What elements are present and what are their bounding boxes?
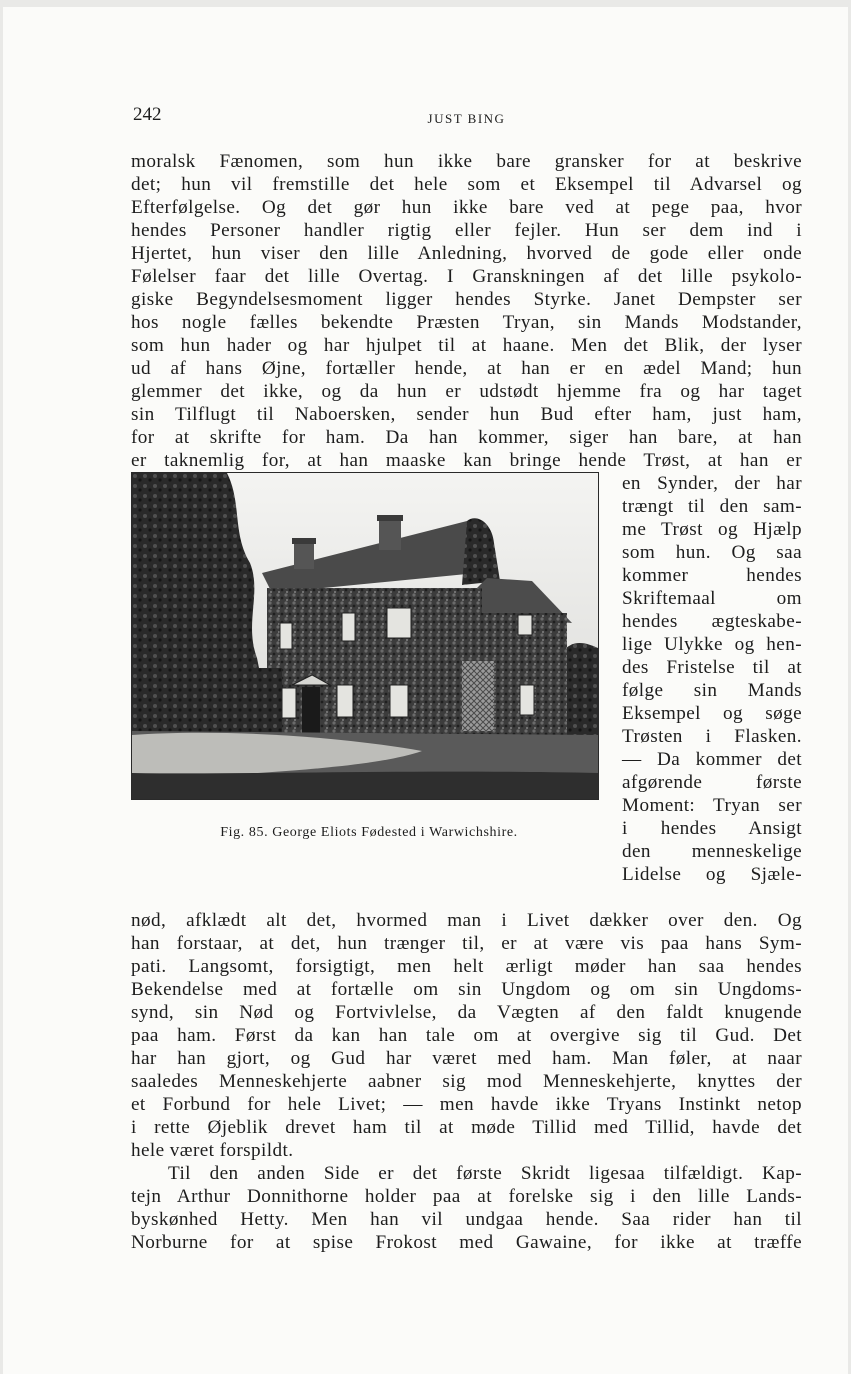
text-line: me Trøst og Hjælp	[622, 519, 802, 540]
text-line: hos nogle fælles bekendte Præsten Tryan, sin Mands Modstander,	[131, 312, 802, 333]
text-line: synd, sin Nød og Fortvivlelse, da Vægten af den faldt knugende	[131, 1002, 802, 1023]
running-head: JUST BING	[427, 111, 506, 126]
text-line: trængt til den sam-	[622, 496, 802, 517]
text-line: hele været forspildt.	[131, 1140, 294, 1161]
text-line: det; hun vil fremstille det hele som et Eksempel til Advarsel og	[131, 174, 802, 195]
text-line: Til den anden Side er det første Skridt ligesaa tilfældigt. Kap-	[168, 1163, 802, 1184]
text-line: moralsk Fænomen, som hun ikke bare gransker for at beskrive	[131, 151, 802, 172]
text-line: Efterfølgelse. Og det gør hun ikke bare ved at pege paa, hvor	[131, 197, 802, 218]
text-line: hendes ægteskabe-	[622, 611, 802, 632]
text-line: som hun hader og har hjulpet til at haane. Men det Blik, der lyser	[131, 335, 802, 356]
body-text	[131, 150, 802, 1254]
text-line: den menneskelige	[622, 841, 802, 862]
text-line: er taknemlig for, at han maaske kan bringe hende Trøst, at han er	[131, 450, 802, 471]
top-paragraph	[131, 150, 802, 472]
side-column-text	[622, 472, 802, 886]
page-number: 242	[133, 104, 162, 125]
text-line: Norburne for at spise Frokost med Gawaine, for ikke at træffe	[131, 1232, 802, 1253]
text-line: kommer hendes	[622, 565, 802, 586]
text-line: et Forbund for hele Livet; — men havde ikke Tryans Instinkt netop	[131, 1094, 802, 1115]
text-line: Trøsten i Flasken.	[622, 726, 802, 747]
text-line: følge sin Mands	[622, 680, 802, 701]
text-line: saaledes Menneskehjerte aabner sig mod Menneskehjerte, knyttes der	[131, 1071, 802, 1092]
house-photograph	[131, 472, 599, 800]
text-line: hendes Personer handler rigtig eller fejler. Hun ser dem ind i	[131, 220, 802, 241]
text-line: pati. Langsomt, forsigtigt, men helt ærligt møder han saa hendes	[131, 956, 802, 977]
text-line: des Fristelse til at	[622, 657, 802, 678]
text-line: tejn Arthur Donnithorne holder paa at forelske sig i den lille Lands-	[131, 1186, 802, 1207]
text-line: glemmer det ikke, og da hun er udstødt hjemme fra og har taget	[131, 381, 802, 402]
text-line: paa ham. Først da kan han tale om at overgive sig til Gud. Det	[131, 1025, 802, 1046]
new-paragraph	[131, 1162, 802, 1254]
text-line: — Da kommer det	[622, 749, 802, 770]
text-line: Eksempel og søge	[622, 703, 802, 724]
text-line: ud af hans Øjne, fortæller hende, at han er en ædel Mand; hun	[131, 358, 802, 379]
text-line: Hjertet, hun viser den lille Anledning, hvorved de gode eller onde	[131, 243, 802, 264]
text-line: Moment: Tryan ser	[622, 795, 802, 816]
text-line: Bekendelse med at fortælle om sin Ungdom og om sin Ungdoms-	[131, 979, 802, 1000]
text-line: nød, afklædt alt det, hvormed man i Livet dækker over den. Og	[131, 910, 802, 931]
text-line: har han gjort, og Gud har været med ham. Man føler, at naar	[131, 1048, 802, 1069]
figure	[131, 472, 607, 844]
text-line: i rette Øjeblik drevet ham til at møde Tillid med Tillid, havde det	[131, 1117, 802, 1138]
text-line: giske Begyndelsesmoment ligger hendes Styrke. Janet Dempster ser	[131, 289, 802, 310]
text-line: afgørende første	[622, 772, 802, 793]
page-header	[131, 104, 802, 130]
text-line: lige Ulykke og hen-	[622, 634, 802, 655]
text-line: han forstaar, at det, hun trænger til, er at være vis paa hans Sym-	[131, 933, 802, 954]
text-line: byskønhed Hetty. Men han vil undgaa hende. Saa rider han til	[131, 1209, 802, 1230]
text-line: Skriftemaal om	[622, 588, 802, 609]
text-line: Lidelse og Sjæle-	[622, 864, 802, 885]
text-line: en Synder, der har	[622, 473, 802, 494]
text-line: for at skrifte for ham. Da han kommer, siger han bare, at han	[131, 427, 802, 448]
figure-caption: Fig. 85. George Eliots Fødested i Warwichshire.	[220, 825, 518, 840]
text-line: som hun. Og saa	[622, 542, 802, 563]
text-line: i hendes Ansigt	[622, 818, 802, 839]
figure-region	[131, 472, 802, 909]
text-line: sin Tilflugt til Naboersken, sender hun Bud efter ham, just ham,	[131, 404, 802, 425]
text-line: Følelser faar det lille Overtag. I Granskningen af det lille psykolo-	[131, 266, 802, 287]
continued-paragraph	[131, 909, 802, 1162]
